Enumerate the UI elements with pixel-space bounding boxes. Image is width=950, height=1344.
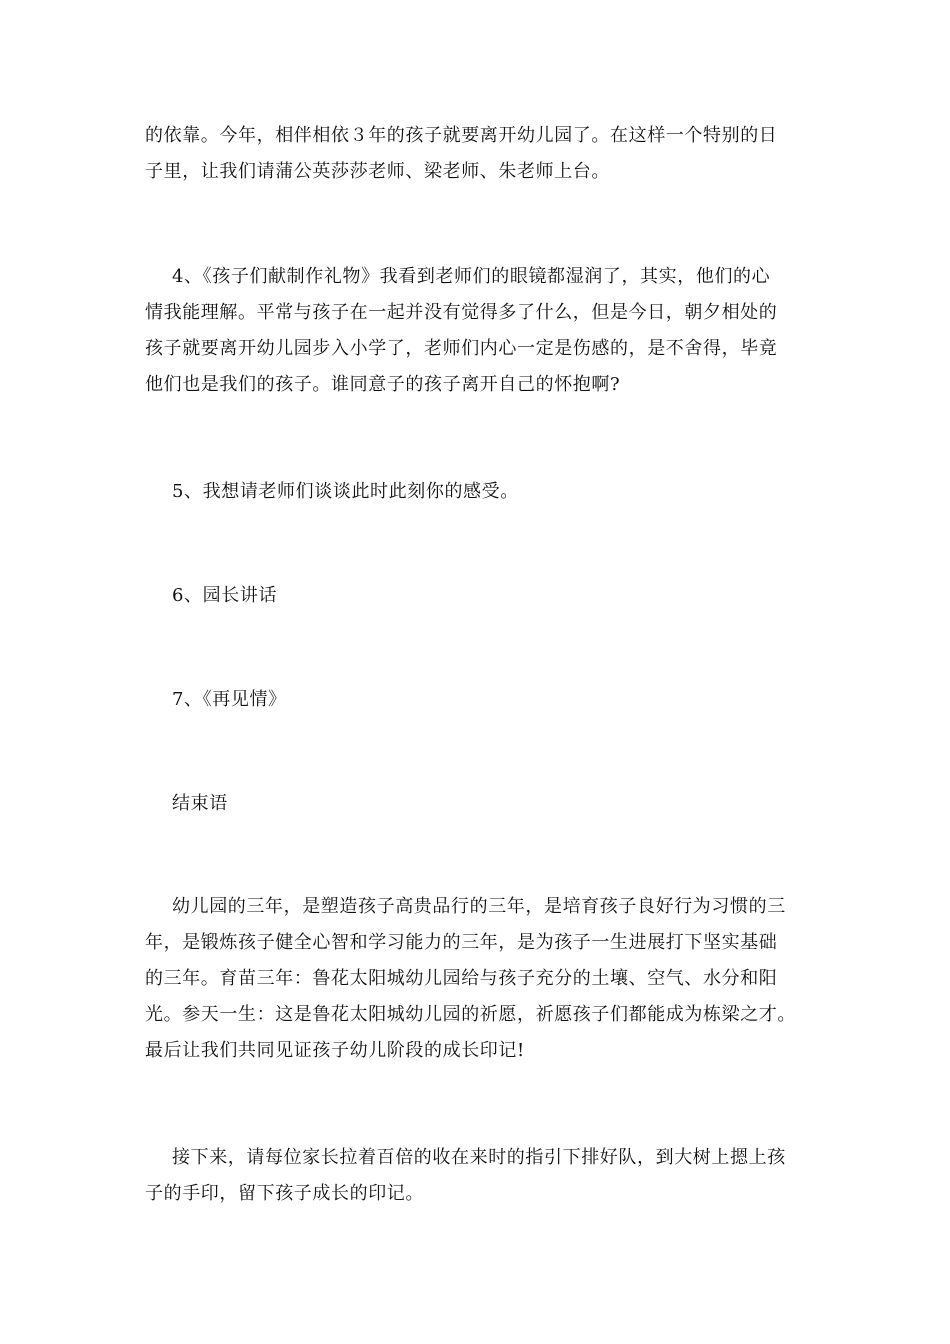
text-line: 年，是锻炼孩子健全心智和学习能力的三年，是为孩子一生进展打下坚实基础 [145, 932, 778, 953]
text-line: 4、《孩子们献制作礼物》我看到老师们的眼镜都湿润了，其实，他们的心 [172, 266, 771, 287]
closing-heading [145, 786, 807, 822]
text-line: 5、我想请老师们谈谈此时此刻你的感受。 [172, 481, 519, 502]
text-line: 子的手印，留下孩子成长的印记。 [145, 1183, 424, 1204]
text-line: 的依靠。今年，相伴相依３年的孩子就要离开幼儿园了。在这样一个特别的日 [145, 125, 778, 146]
text-line: 结束语 [172, 793, 228, 814]
text-line: 光。参天一生：这是鲁花太阳城幼儿园的祈愿，祈愿孩子们都能成为栋梁之才。 [145, 1004, 796, 1025]
text-line: 接下来，请每位家长拉着百倍的收在来时的指引下排好队，到大树上摁上孩 [172, 1147, 786, 1168]
text-line: 7、《再见情》 [172, 689, 287, 710]
text-line: 孩子就要离开幼儿园步入小学了，老师们内心一定是伤感的，是不舍得，毕竟 [145, 338, 778, 359]
text-line: 幼儿园的三年，是塑造孩子高贵品行的三年，是培育孩子良好行为习惯的三 [172, 896, 786, 917]
text-line: 的三年。育苗三年：鲁花太阳城幼儿园给与孩子充分的土壤、空气、水分和阳 [145, 968, 778, 989]
paragraph-item-4 [145, 259, 807, 403]
text-line: 最后让我们共同见证孩子幼儿阶段的成长印记! [145, 1040, 525, 1061]
text-line: 情我能理解。平常与孩子在一起并没有觉得多了什么，但是今日，朝夕相处的 [145, 302, 778, 323]
text-line: 6、园长讲话 [172, 585, 278, 606]
text-line: 子里，让我们请蒲公英莎莎老师、梁老师、朱老师上台。 [145, 161, 610, 182]
paragraph-item-5 [145, 474, 807, 510]
paragraph-handprint [145, 1140, 807, 1212]
text-line: 他们也是我们的孩子。谁同意子的孩子离开自己的怀抱啊? [145, 374, 621, 395]
paragraph-item-6 [145, 578, 807, 614]
paragraph-continuation [145, 118, 807, 190]
paragraph-item-7 [145, 682, 807, 718]
paragraph-closing-body [145, 889, 807, 1069]
